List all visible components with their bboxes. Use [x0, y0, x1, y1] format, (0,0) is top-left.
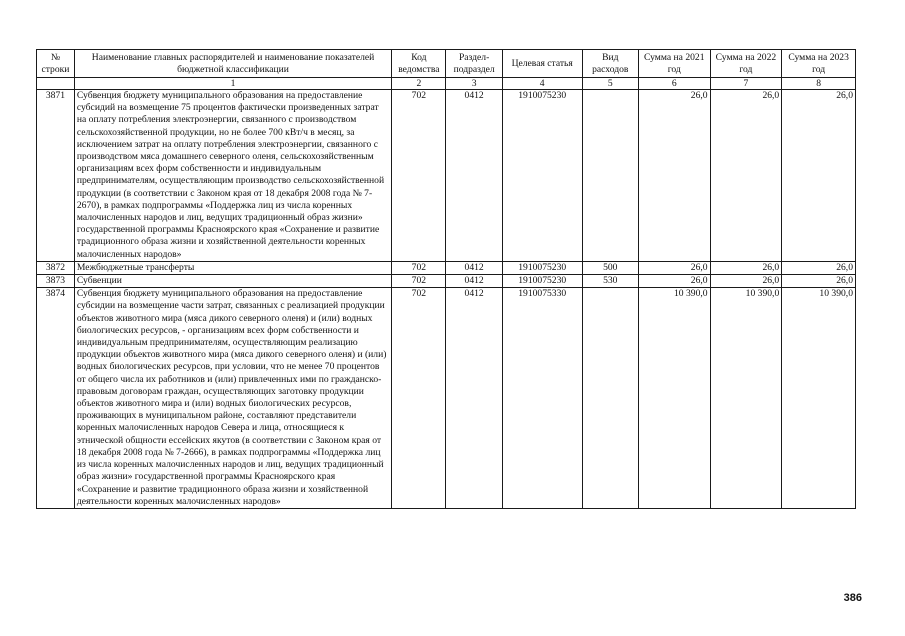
row-sum-2023: 10 390,0 [782, 288, 856, 509]
row-section: 0412 [446, 288, 502, 509]
row-section: 0412 [446, 261, 502, 274]
row-dept-code: 702 [392, 275, 446, 288]
row-name: Межбюджетные трансферты [74, 261, 391, 274]
column-number: 6 [638, 78, 710, 90]
header-section: Раздел-подраздел [446, 50, 502, 78]
row-sum-2021: 26,0 [638, 275, 710, 288]
row-section: 0412 [446, 275, 502, 288]
header-expense-type: Вид расходов [582, 50, 638, 78]
column-number: 4 [502, 78, 582, 90]
header-name: Наименование главных распорядителей и наименование показателей бюджетной классификации [74, 50, 391, 78]
table-row [37, 275, 856, 288]
row-number: 3873 [37, 275, 75, 288]
row-target-article: 1910075330 [502, 288, 582, 509]
header-row [37, 50, 856, 78]
budget-table [36, 49, 856, 509]
row-sum-2022: 26,0 [710, 275, 782, 288]
row-expense-type: 500 [582, 261, 638, 274]
row-sum-2023: 26,0 [782, 90, 856, 262]
row-sum-2021: 26,0 [638, 90, 710, 262]
row-sum-2022: 26,0 [710, 261, 782, 274]
row-expense-type: 530 [582, 275, 638, 288]
row-sum-2022: 26,0 [710, 90, 782, 262]
table-row [37, 288, 856, 509]
row-expense-type [582, 90, 638, 262]
row-target-article: 1910075230 [502, 275, 582, 288]
row-expense-type [582, 288, 638, 509]
column-number: 7 [710, 78, 782, 90]
row-dept-code: 702 [392, 90, 446, 262]
header-sum-2021: Сумма на 2021 год [638, 50, 710, 78]
table-row [37, 261, 856, 274]
row-sum-2022: 10 390,0 [710, 288, 782, 509]
column-number: 3 [446, 78, 502, 90]
page-number: 386 [843, 592, 862, 604]
row-target-article: 1910075230 [502, 261, 582, 274]
column-number: 2 [392, 78, 446, 90]
row-sum-2021: 26,0 [638, 261, 710, 274]
column-number-row [37, 78, 856, 90]
row-name: Субвенция бюджету муниципального образования на предоставление субсидии на возмещение части затрат, связанных с реализацией продукции объектов животного мира (мяса дикого северного оленя) и (или) водных биологических ресурсов, - организациям всех форм собственности и индивидуальным предпринимателям, осуществляющим реализацию продукции объектов животного мира (мяса дикого северного оленя) и (или) водных биологических ресурсов, при условии, что не менее 70 процентов от общего числа их работников и (или) привлеченных ими по гражданско-правовым договорам граждан, осуществляющих заготовку продукции объектов животного мира и (или) водных биологических ресурсов, проживающих в муниципальном районе, составляют представители коренных малочисленных народов Севера и лица, относящиеся к этнической общности ессейских якутов (в соответствии с Законом края от 18 декабря 2008 года № 7-2666), в рамках подпрограммы «Поддержка лиц из числа коренных малочисленных народов и лиц, ведущих традиционный образ жизни» государственной программы Красноярского края «Сохранение и развитие традиционного образа жизни и хозяйственной деятельности коренных малочисленных народов» [74, 288, 391, 509]
row-sum-2023: 26,0 [782, 275, 856, 288]
row-target-article: 1910075230 [502, 90, 582, 262]
row-section: 0412 [446, 90, 502, 262]
row-name: Субвенция бюджету муниципального образования на предоставление субсидий на возмещение 75 процентов фактически произведенных затрат на оплату потребления электроэнергии, связанного с производством сельскохозяйственной продукции, но не более 700 кВт/ч в месяц, за исключением затрат на оплату потребления электроэнергии, связанного с производством мяса домашнего северного оленя, сельскохозяйственным организациям всех форм собственности и индивидуальным предпринимателям, осуществляющим производство сельскохозяйственной продукции (в соответствии с Законом края от 18 декабря 2008 года № 7-2670), в рамках подпрограммы «Поддержка лиц из числа коренных малочисленных народов и лиц, ведущих традиционный образ жизни» государственной программы Красноярского края «Сохранение и развитие традиционного образа жизни и хозяйственной деятельности коренных малочисленных народов» [74, 90, 391, 262]
header-row-number: № строки [37, 50, 75, 78]
column-number: 8 [782, 78, 856, 90]
row-number: 3872 [37, 261, 75, 274]
table-row [37, 90, 856, 262]
column-number: 1 [74, 78, 391, 90]
row-number: 3874 [37, 288, 75, 509]
row-sum-2023: 26,0 [782, 261, 856, 274]
header-target-article: Целевая статья [502, 50, 582, 78]
row-name: Субвенции [74, 275, 391, 288]
row-number: 3871 [37, 90, 75, 262]
row-sum-2021: 10 390,0 [638, 288, 710, 509]
row-dept-code: 702 [392, 261, 446, 274]
row-dept-code: 702 [392, 288, 446, 509]
header-dept-code: Код ведомства [392, 50, 446, 78]
column-number [37, 78, 75, 90]
header-sum-2022: Сумма на 2022 год [710, 50, 782, 78]
header-sum-2023: Сумма на 2023 год [782, 50, 856, 78]
column-number: 5 [582, 78, 638, 90]
